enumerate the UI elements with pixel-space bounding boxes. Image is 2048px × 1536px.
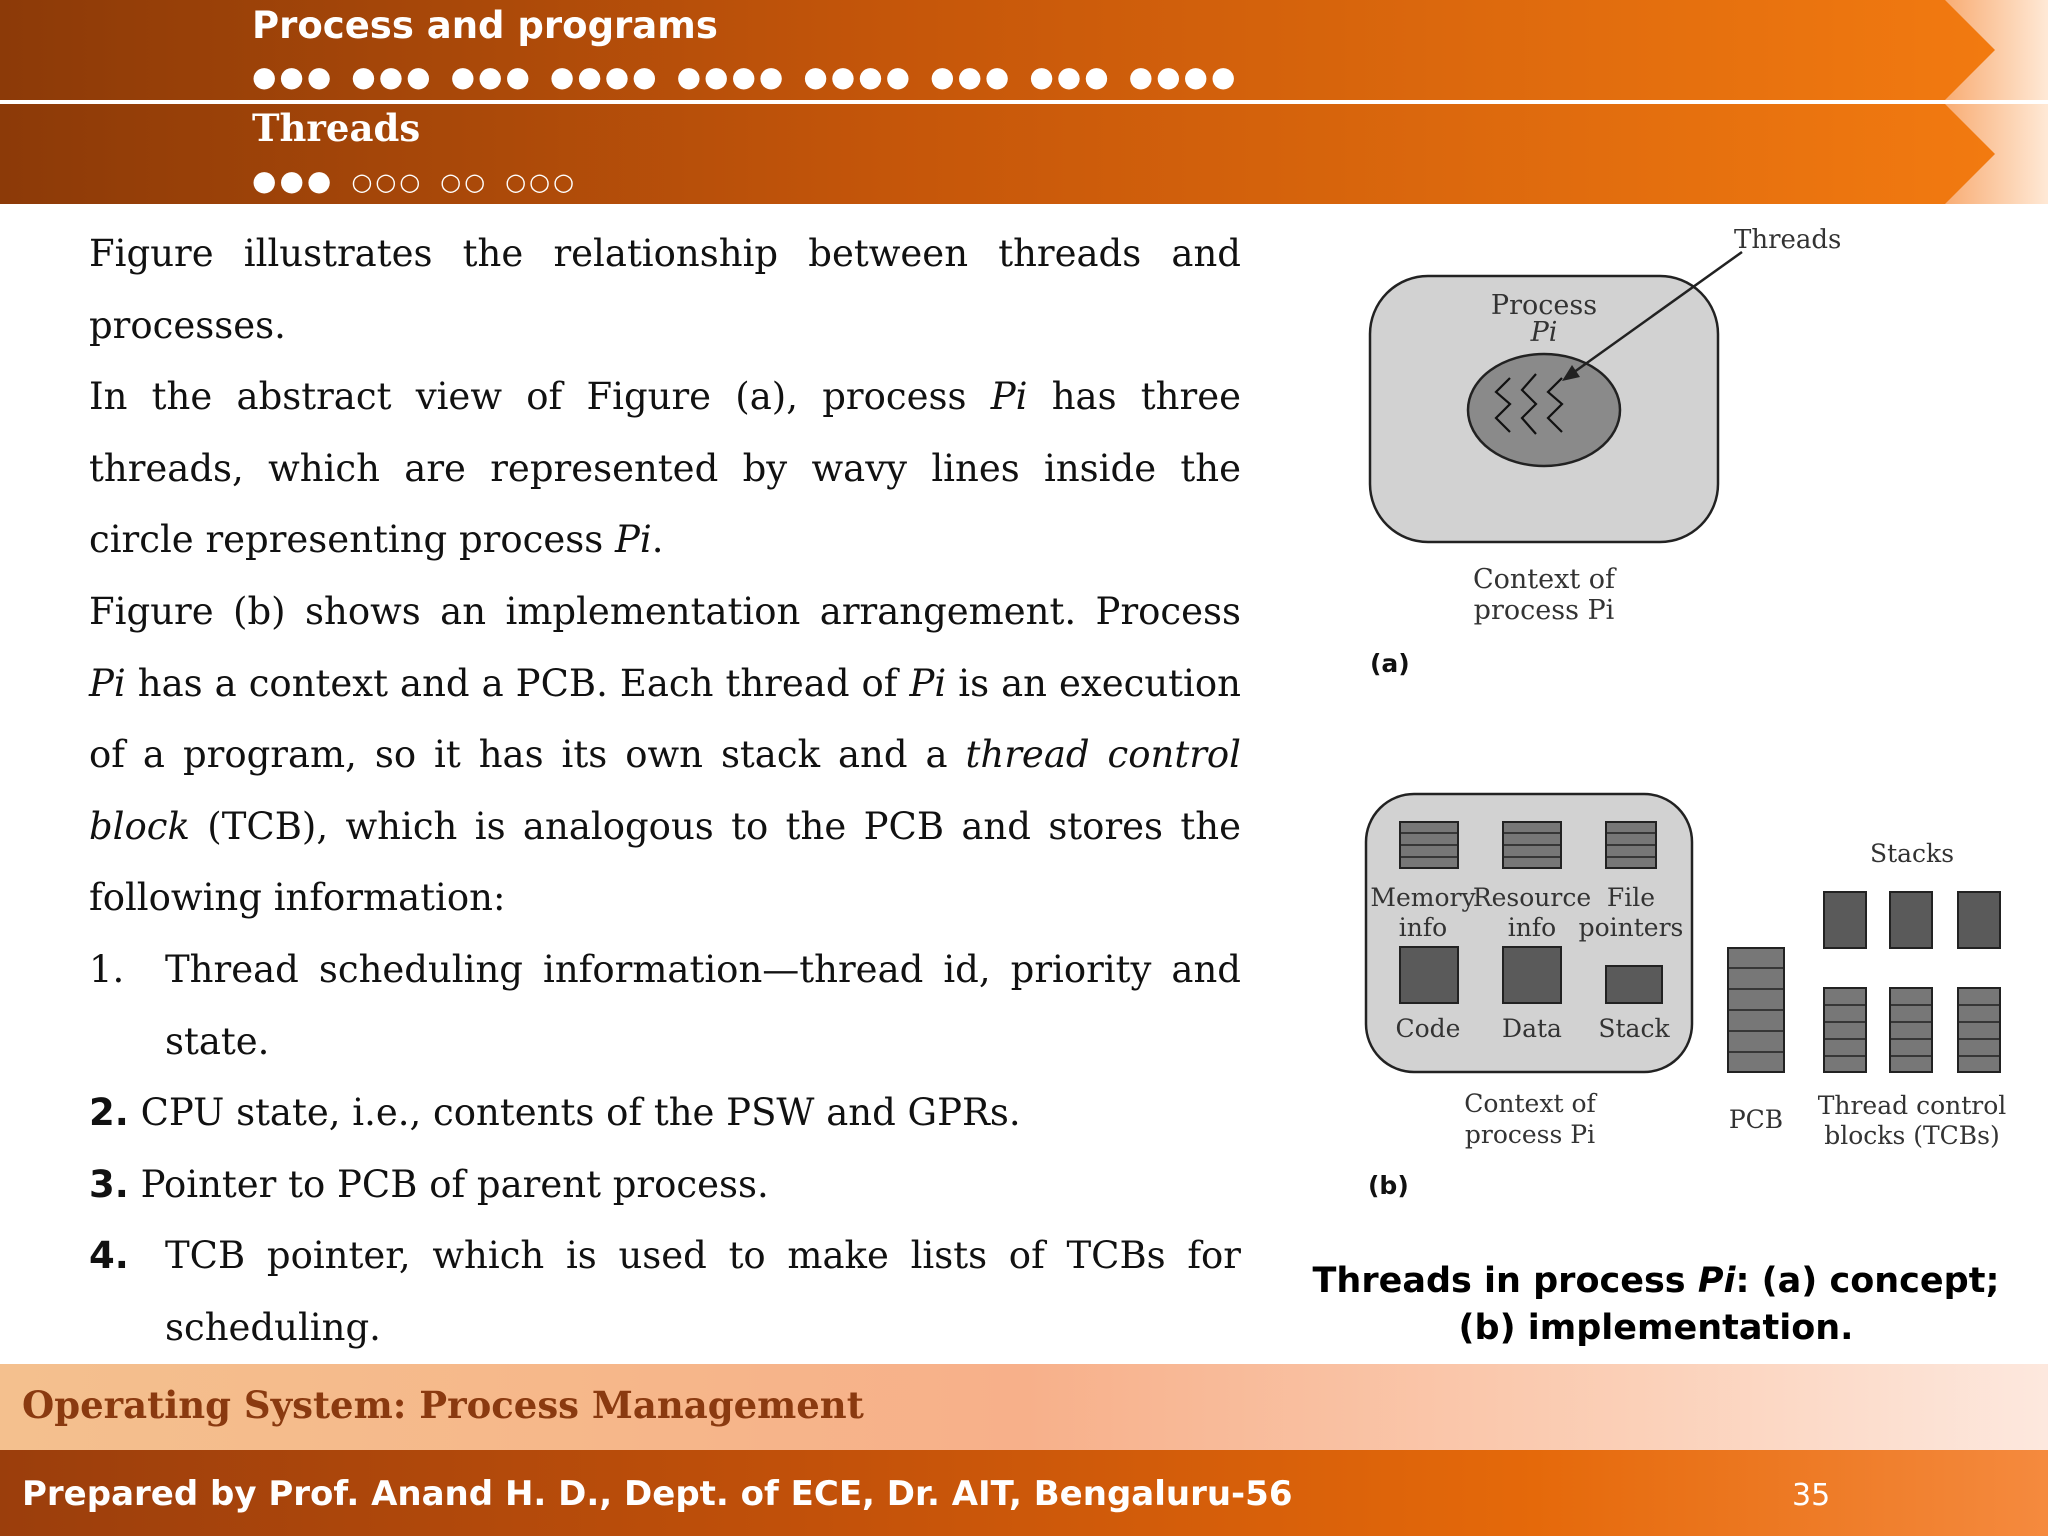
process-name: Pi (909, 661, 947, 705)
list-item (89, 1220, 1241, 1363)
tcb-label-line2: blocks (TCBs) (1824, 1121, 2000, 1150)
file-pointers-label-line2: pointers (1578, 913, 1684, 942)
text-span: In the abstract view of Figure (a), process (89, 375, 991, 419)
memory-info-label: Memory (1370, 883, 1476, 912)
file-pointers-label: File (1606, 883, 1656, 912)
slide-body (89, 218, 1241, 1364)
figure-caption (1288, 1258, 2024, 1352)
section-title: Process and programs (252, 4, 718, 47)
file-pointers-block (1606, 822, 1656, 868)
term-emphasis: thread control block (89, 733, 1242, 848)
slide-progress-dot: ○ (529, 168, 553, 196)
text-span: is an execution of a program, so it has its own stack and a (89, 661, 1241, 777)
code-label: Code (1395, 1014, 1461, 1043)
process-label: Process (1490, 290, 1598, 321)
list-text: Pointer to PCB of parent process. (140, 1162, 769, 1206)
list-number: 4. (89, 1234, 129, 1278)
slide-progress-dot: ● (252, 164, 280, 197)
slide-progress-dot: ○ (440, 168, 465, 196)
memory-info-label-line2: info (1398, 913, 1448, 942)
context-label-line1: Context of (1464, 1089, 1596, 1118)
list-text: Thread scheduling information—thread id, priority and state. (165, 947, 1241, 1063)
stack-label: Stack (1598, 1014, 1670, 1043)
list-number: 3. (89, 1162, 129, 1206)
pcb-label: PCB (1728, 1105, 1784, 1134)
tcb-block (1958, 988, 2000, 1072)
tcb-block (1890, 988, 1932, 1072)
section-progress-dots: ●●● ●●● ●●● ●●●● ●●●● ●●●● ●●● ●●● ●●●● (252, 60, 1239, 93)
process-name: Pi (990, 375, 1028, 419)
resource-info-label-line2: info (1507, 913, 1557, 942)
stacks-label: Stacks (1869, 839, 1955, 868)
text-span: Figure (b) shows an implementation arrangement. Process (89, 589, 1241, 633)
slide-progress-dot: ○ (351, 168, 376, 196)
paragraph-implementation (89, 576, 1241, 934)
list-item (89, 1149, 1241, 1221)
slide-progress-dot: ○ (552, 168, 577, 196)
pcb-block (1728, 948, 1784, 1072)
thread-stack-block (1890, 892, 1932, 948)
slide-progress-dot: ○ (399, 168, 424, 196)
stack-block (1606, 966, 1662, 1003)
context-label-line2: process Pi (1473, 595, 1615, 626)
slide-progress-dot: ○ (464, 168, 489, 196)
data-block (1503, 947, 1561, 1003)
caption-line2: (b) implementation. (1458, 1308, 1854, 1348)
tcb-block (1824, 988, 1866, 1072)
context-label-line1: Context of (1472, 564, 1616, 595)
text-span: has three threads, which are represented by wavy lines inside the circle representing process (89, 375, 1241, 562)
threads-label: Threads (1734, 225, 1842, 255)
resource-info-label: Resource (1472, 883, 1592, 912)
panel-label-b: (b) (1368, 1171, 1409, 1200)
threads-figure (1340, 215, 2020, 1215)
process-circle (1468, 354, 1620, 466)
slide-progress-dot: ○ (375, 168, 400, 196)
thread-stack-block (1824, 892, 1866, 948)
paragraph-intro: Figure illustrates the relationship between threads and processes. (89, 232, 1241, 347)
thread-stack-block (1958, 892, 2000, 948)
footer-credit: Prepared by Prof. Anand H. D., Dept. of ECE, Dr. AIT, Bengaluru-56 (22, 1474, 1293, 1514)
caption-line1 (1288, 1258, 2024, 1305)
data-label: Data (1502, 1014, 1562, 1043)
page-number: 35 (1792, 1478, 1831, 1513)
list-number: 1. (89, 947, 125, 991)
slide-progress-dot: ○ (505, 168, 530, 196)
text-span: : (a) concept; (1735, 1261, 2000, 1301)
text-span: has a context and a PCB. Each thread of (125, 661, 910, 705)
process-name: Pi (1697, 1261, 1736, 1301)
list-item (89, 934, 1241, 1077)
figure-b-implementation (1366, 794, 2006, 1200)
context-label-line2: process Pi (1464, 1120, 1596, 1149)
list-number: 2. (89, 1091, 129, 1135)
code-block (1400, 947, 1458, 1003)
list-text: TCB pointer, which is used to make lists of TCBs for scheduling. (165, 1234, 1241, 1349)
footer-course-title: Operating System: Process Management (22, 1383, 864, 1427)
slide-progress-dot: ● (279, 164, 307, 197)
tcb-label-line1: Thread control (1817, 1091, 2007, 1120)
process-sublabel: Pi (1530, 317, 1558, 348)
process-name: Pi (615, 518, 652, 562)
subsection-progress-dots (252, 164, 577, 197)
list-text: CPU state, i.e., contents of the PSW and GPRs. (140, 1091, 1021, 1135)
process-name: Pi (89, 661, 126, 705)
resource-info-block (1503, 822, 1561, 868)
figure-a-concept (1370, 225, 1841, 678)
list-item (89, 1077, 1241, 1149)
text-span: Threads in process (1312, 1261, 1698, 1301)
slide-progress-dot: ● (306, 164, 335, 197)
memory-info-block (1400, 822, 1458, 868)
panel-label-a: (a) (1370, 649, 1410, 678)
text-span: . (651, 518, 664, 562)
subsection-title: Threads (252, 106, 421, 150)
paragraph-abstract-view (89, 361, 1241, 576)
text-span: (TCB), which is analogous to the PCB and stores the following information: (89, 804, 1241, 920)
